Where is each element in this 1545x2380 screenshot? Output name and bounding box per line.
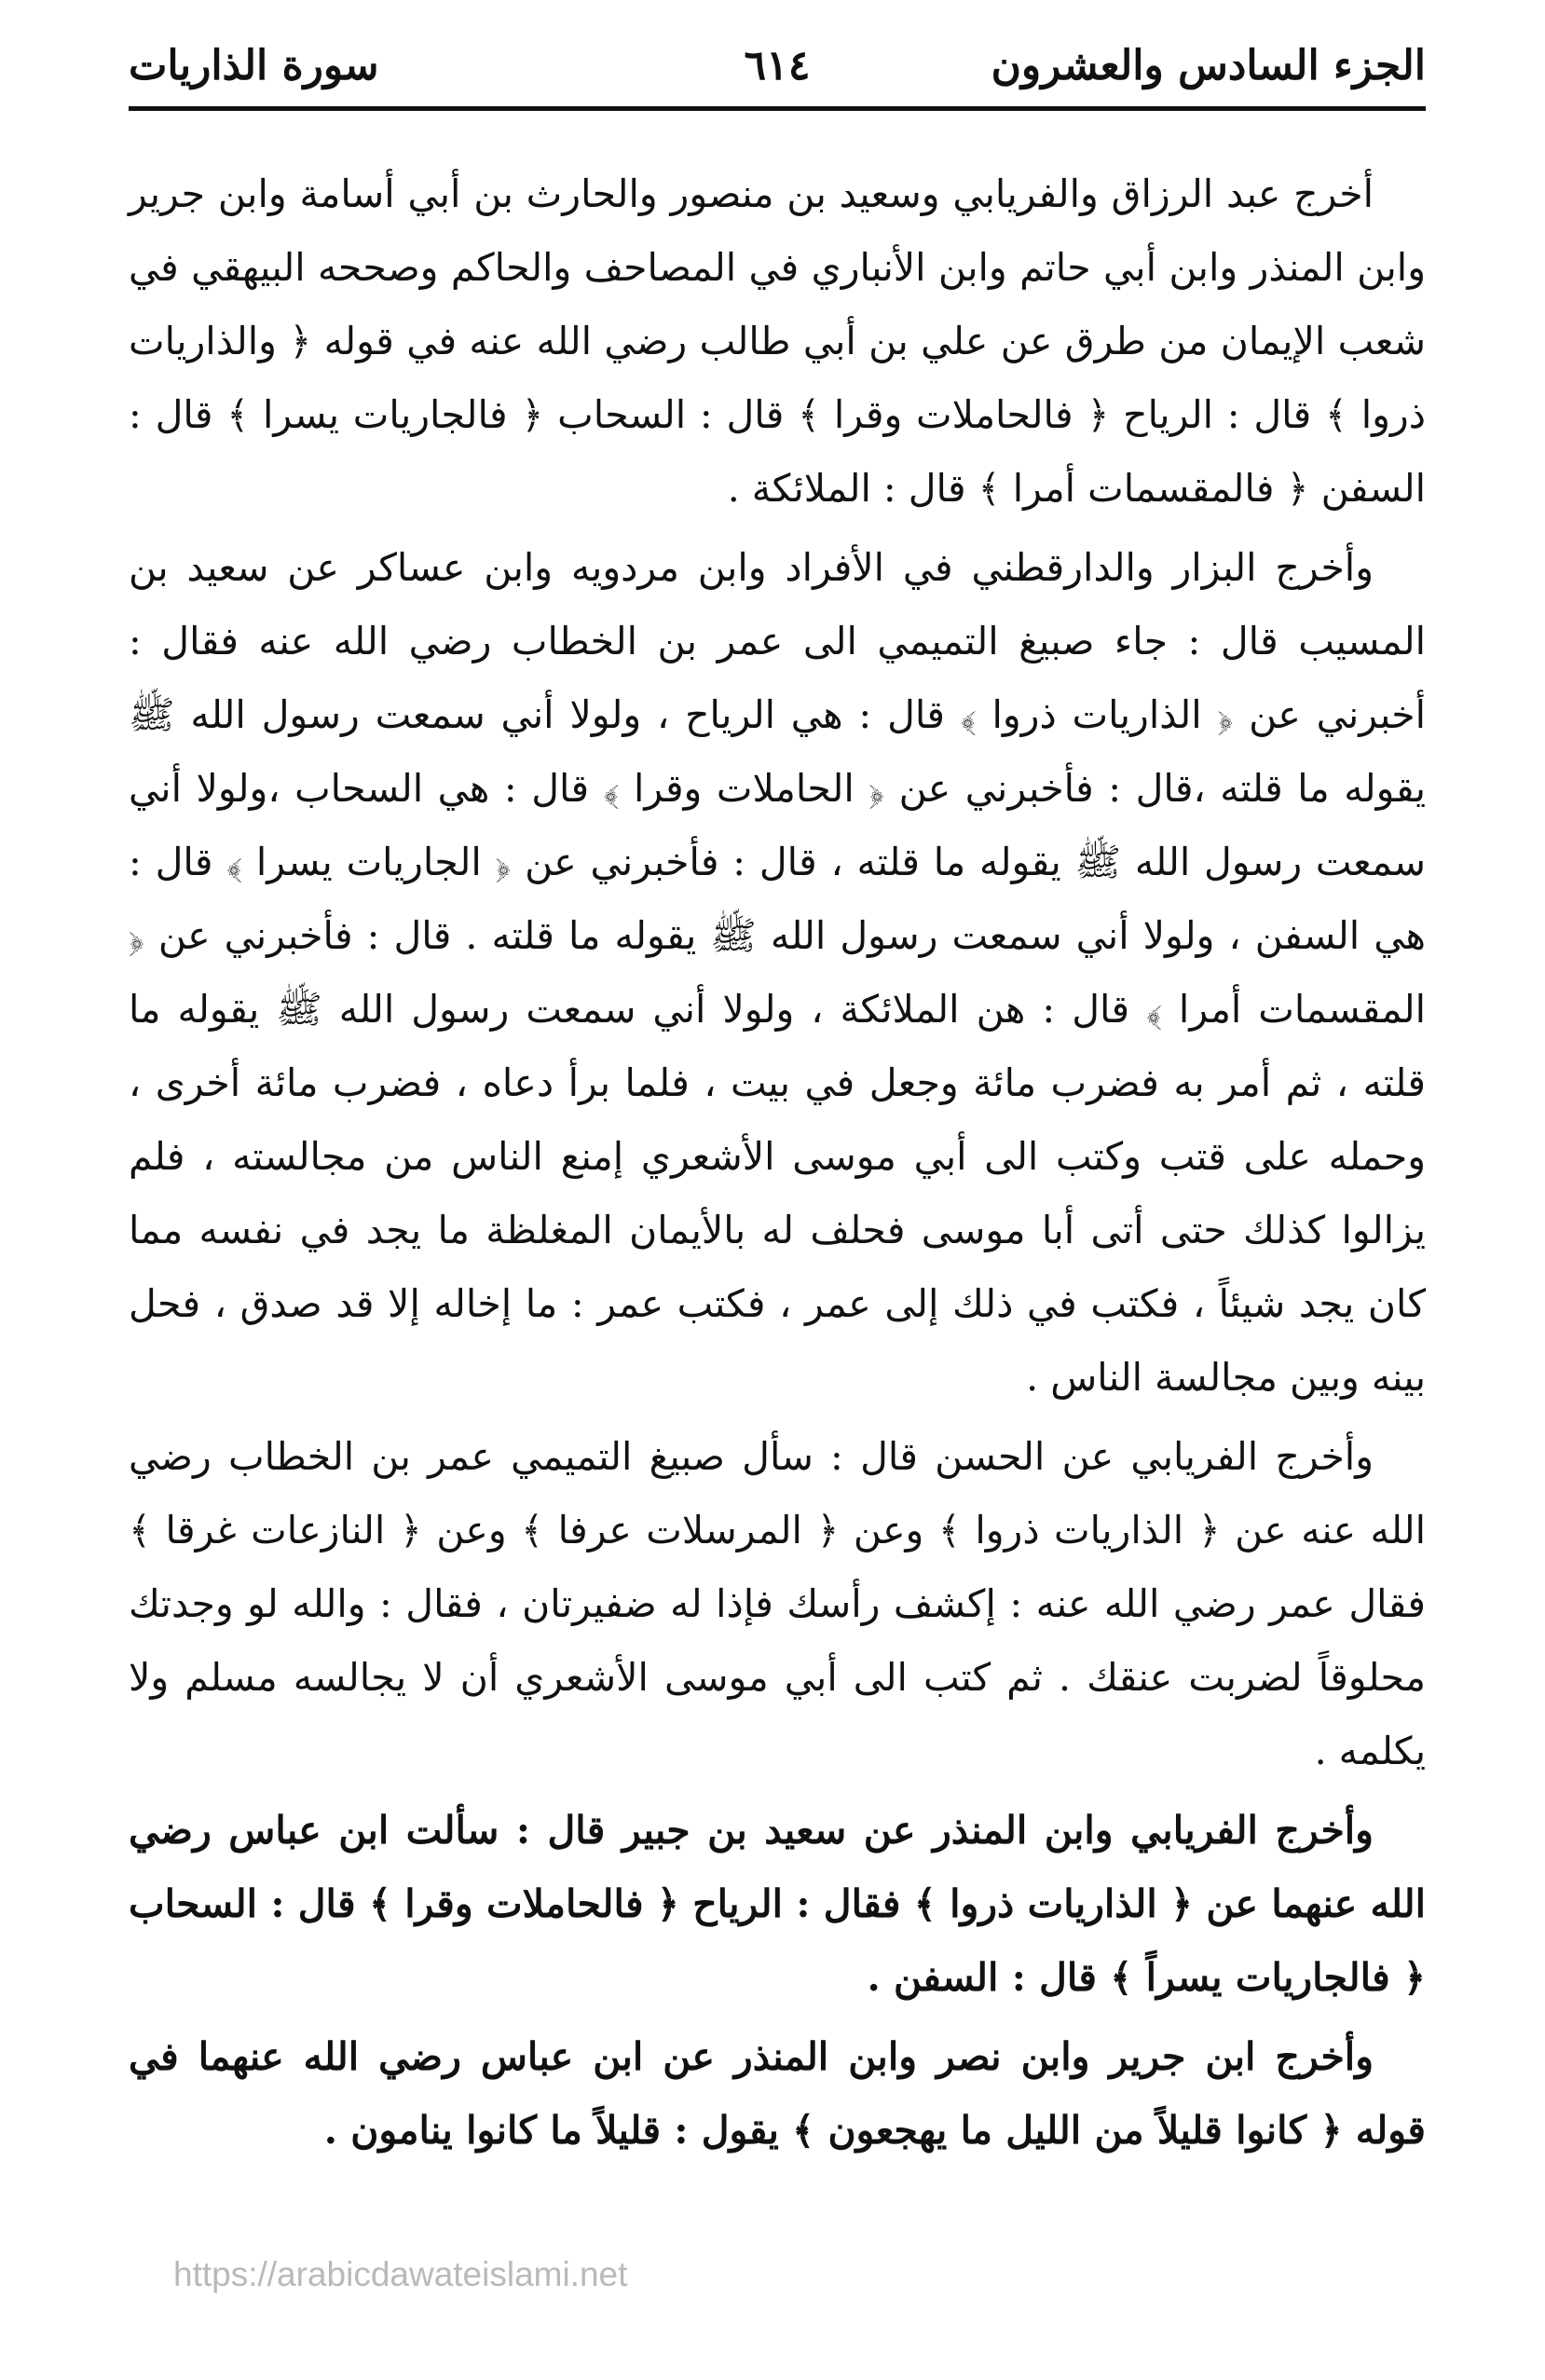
- paragraph-3: وأخرج الفريابي عن الحسن قال : سأل صبيغ التميمي عمر بن الخطاب رضي الله عنه عن ﴿ الذاريات ذروا ﴾ وعن ﴿ المرسلات عرفا ﴾ وعن ﴿ النازعات غرقا ﴾ فقال عمر رضي الله عنه : إكشف رأسك فإذا له ضفيرتان ، فقال : والله لو وجدتك محلوقاً لضربت عنقك . ثم كتب الى أبي موسى الأشعري أن لا يجالسه مسلم ولا يكلمه .: [129, 1434, 1426, 1773]
- page-body: [129, 157, 1426, 2168]
- paragraph-2: وأخرج البزار والدارقطني في الأفراد وابن مردويه وابن عساكر عن سعيد بن المسيب قال : جاء صبيغ التميمي الى عمر بن الخطاب رضي الله عنه فقال : أخبرني عن ﴿ الذاريات ذروا ﴾ قال : هي الرياح ، ولولا أني سمعت رسول الله ﷺ يقوله ما قلته ،قال : فأخبرني عن ﴿ الحاملات وقرا ﴾ قال : هي السحاب ،ولولا أني سمعت رسول الله ﷺ يقوله ما قلته ، قال : فأخبرني عن ﴿ الجاريات يسرا ﴾ قال : هي السفن ، ولولا أني سمعت رسول الله ﷺ يقوله ما قلته . قال : فأخبرني عن ﴿ المقسمات أمرا ﴾ قال : هن الملائكة ، ولولا أني سمعت رسول الله ﷺ يقوله ما قلته ، ثم أمر به فضرب مائة وجعل في بيت ، فلما برأ دعاه ، فضرب مائة أخرى ، وحمله على قتب وكتب الى أبي موسى الأشعري إمنع الناس من مجالسته ، فلم يزالوا كذلك حتى أتى أبا موسى فحلف له بالأيمان المغلظة ما يجد في نفسه مما كان يجد شيئاً ، فكتب في ذلك إلى عمر ، فكتب عمر : ما إخاله إلا قد صدق ، فحل بينه وبين مجالسة الناس .: [129, 545, 1426, 1400]
- paragraph-5: وأخرج ابن جرير وابن نصر وابن المنذر عن ابن عباس رضي الله عنهما في قوله ﴿ كانوا قليلاً من الليل ما يهجعون ﴾ يقول : قليلاً ما كانوا ينامون .: [129, 2034, 1426, 2153]
- page-number: ٦١٤: [744, 42, 811, 89]
- surah-title: سورة الذاريات: [129, 42, 379, 89]
- book-page: [129, 28, 1426, 2348]
- part-title: الجزء السادس والعشرون: [991, 42, 1426, 89]
- paragraph-1: أخرج عبد الرزاق والفريابي وسعيد بن منصور والحارث بن أبي أسامة وابن جرير وابن المنذر وابن أبي حاتم وابن الأنباري في المصاحف والحاكم وصححه البيهقي في شعب الإيمان من طرق عن علي بن أبي طالب رضي الله عنه في قوله ﴿ والذاريات ذروا ﴾ قال : الرياح ﴿ فالحاملات وقرا ﴾ قال : السحاب ﴿ فالجاريات يسرا ﴾ قال : السفن ﴿ فالمقسمات أمرا ﴾ قال : الملائكة .: [129, 171, 1426, 511]
- paragraph-4: وأخرج الفريابي وابن المنذر عن سعيد بن جبير قال : سألت ابن عباس رضي الله عنهما عن ﴿ الذاريات ذروا ﴾ فقال : الرياح ﴿ فالحاملات وقرا ﴾ قال : السحاب ﴿ فالجاريات يسراً ﴾ قال : السفن .: [129, 1808, 1426, 2000]
- header-divider: [129, 106, 1426, 111]
- running-header: [129, 28, 1426, 104]
- watermark-url: https://arabicdawateislami.net: [173, 2255, 628, 2293]
